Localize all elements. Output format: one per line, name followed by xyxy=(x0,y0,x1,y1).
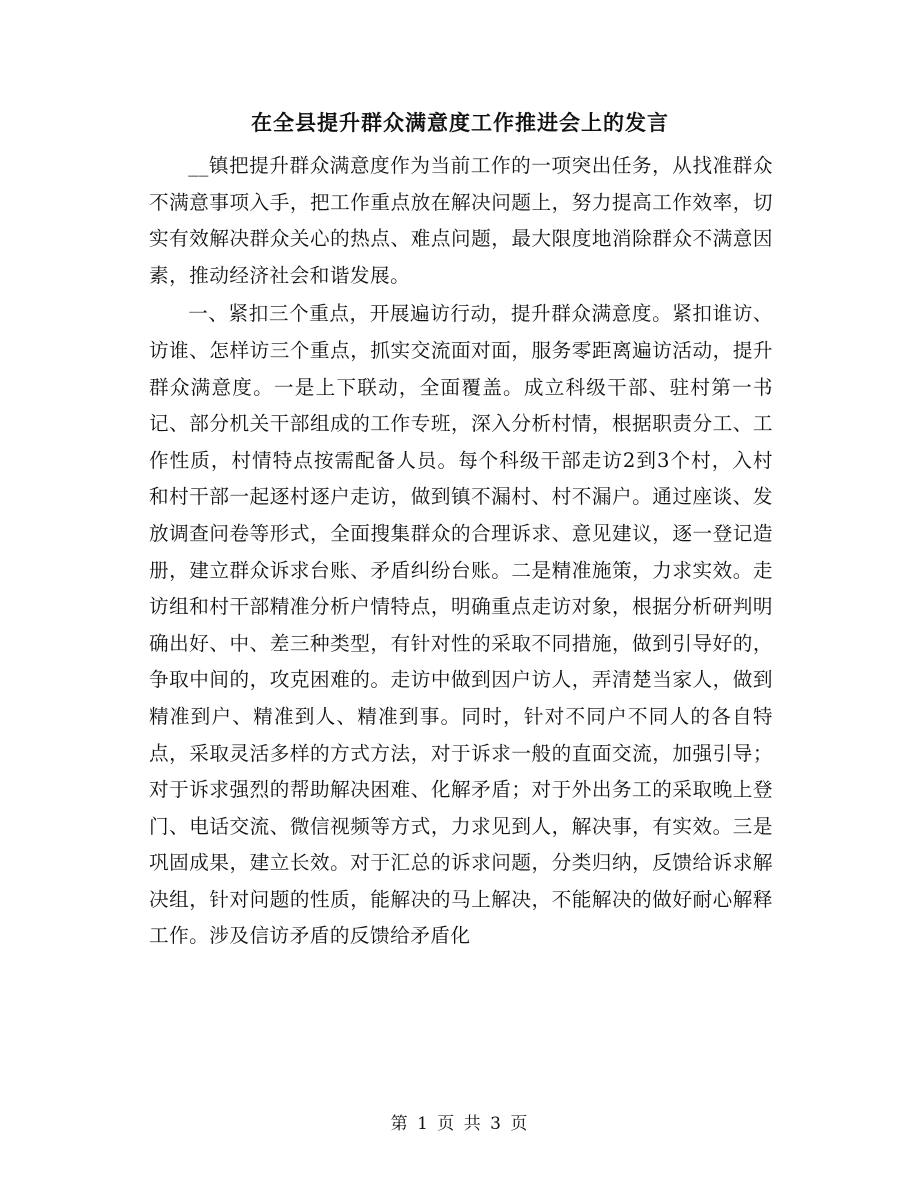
page-number-footer: 第 1 页 共 3 页 xyxy=(390,1114,530,1134)
paragraph-intro: __镇把提升群众满意度作为当前工作的一项突出任务，从找准群众不满意事项入手，把工作重点放在解决问题上，努力提高工作效率，切实有效解决群众关心的热点、难点问题，最大限度地消除群众不满意因素，推动经济社会和谐发展。 xyxy=(149,154,773,287)
document-body xyxy=(149,148,773,955)
paragraph-section-one: 一、紧扣三个重点，开展遍访行动，提升群众满意度。紧扣谁访、访谁、怎样访三个重点，抓实交流面对面，服务零距离遍访活动，提升群众满意度。一是上下联动，全面覆盖。成立科级干部、驻村第一书记、部分机关干部组成的工作专班，深入分析村情，根据职责分工、工作性质，村情特点按需配备人员。每个科级干部走访2到3个村，入村和村干部一起逐村逐户走访，做到镇不漏村、村不漏户。通过座谈、发放调查问卷等形式，全面搜集群众的合理诉求、意见建议，逐一登记造册，建立群众诉求台账、矛盾纠纷台账。二是精准施策，力求实效。走访组和村干部精准分析户情特点，明确重点走访对象，根据分析研判明确出好、中、差三种类型，有针对性的采取不同措施，做到引导好的，争取中间的，攻克困难的。走访中做到因户访人，弄清楚当家人，做到精准到户、精准到人、精准到事。同时，针对不同户不同人的各自特点，采取灵活多样的方式方法，对于诉求一般的直面交流，加强引导；对于诉求强烈的帮助解决困难、化解矛盾；对于外出务工的采取晚上登门、电话交流、微信视频等方式，力求见到人，解决事，有实效。三是巩固成果，建立长效。对于汇总的诉求问题，分类归纳，反馈给诉求解决组，针对问题的性质，能解决的马上解决，不能解决的做好耐心解释工作。涉及信访矛盾的反馈给矛盾化 xyxy=(149,302,773,948)
document-title: 在全县提升群众满意度工作推进会上的发言 xyxy=(251,110,669,135)
